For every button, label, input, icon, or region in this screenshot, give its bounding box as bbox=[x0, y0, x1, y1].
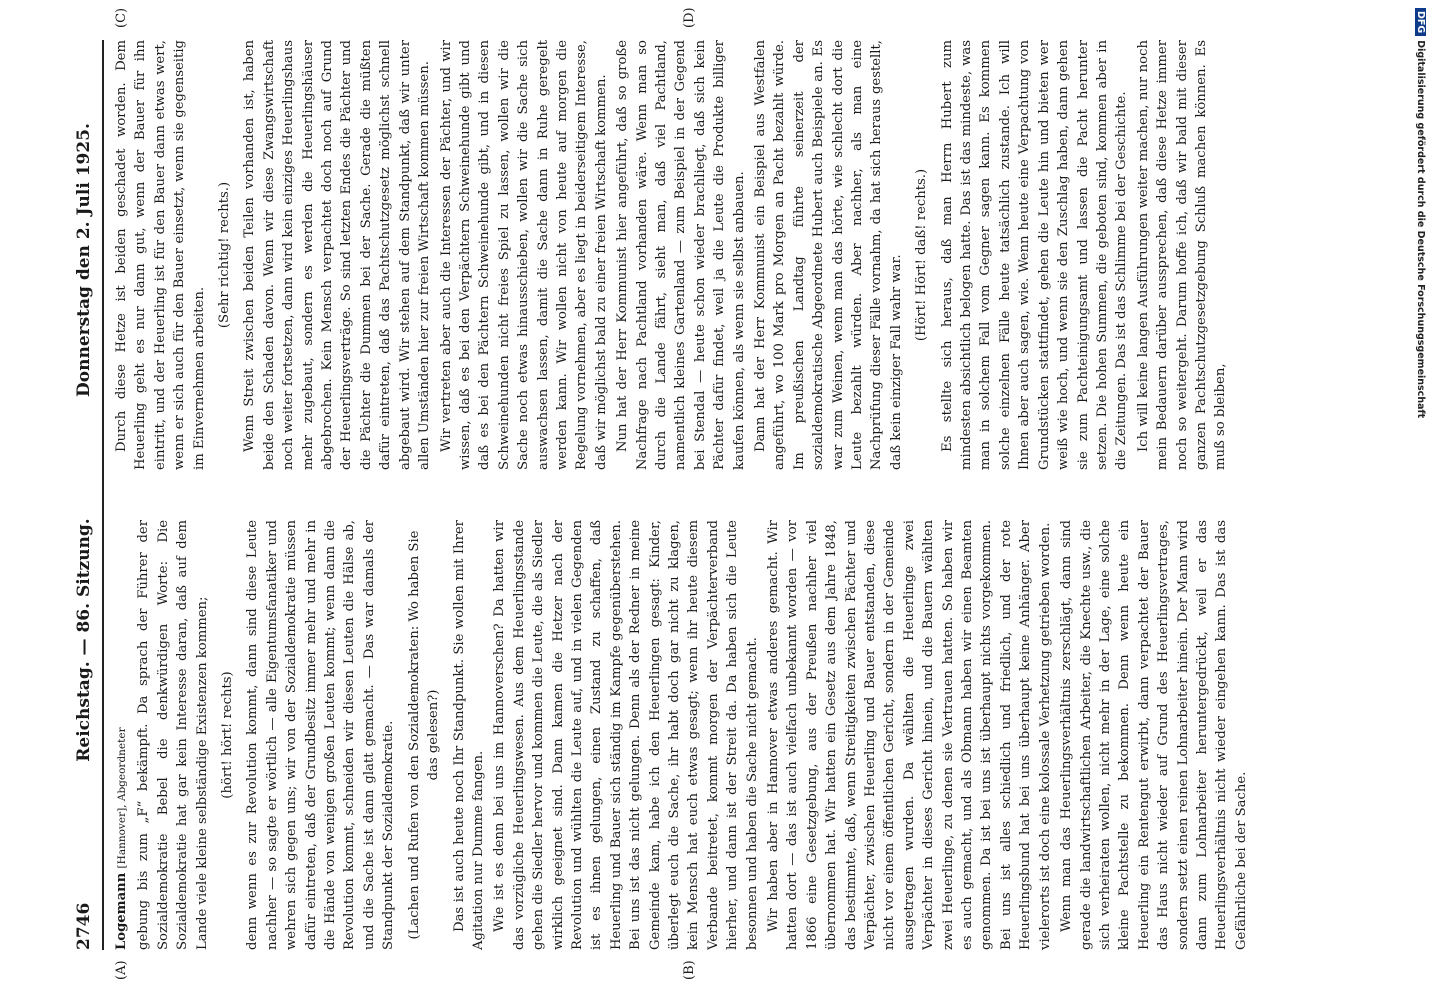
paragraph: gebung bis zum „F“ bekämpft. Da sprach der Führer der Sozialdemokratie Bebel die denkwürdigen Worte: Die Sozialdemokratie hat gar kein Interesse daran, daß auf dem Lande viele kleine selbständige Existenzen kommen; bbox=[136, 520, 210, 950]
session-title: Reichstag. — 86. Sitzung. bbox=[74, 518, 94, 762]
paragraph: Wir haben aber in Hannover etwas anderes gemacht. Wir hatten dort — das ist auch vielfach unbekannt worden — vor 1866 eine Gesetzgebung, aus der Preußen nachher viel übernommen hat. Wir hatten ein Gesetz aus dem Jahre 1848, das bestimmte, daß, wenn Streitigkeiten zwischen Pächter und Verpächter, zwischen Heuerling und Bauer entstanden, diese nicht vor einem öffentlichen Gericht, sondern in der Gemeinde ausgetragen wurden. Da wählten die Heuerlinge zwei Verpächter in dieses Gericht hinein, und die Bauern wählten zwei Heuerlinge, zu denen sie Vertrauen hatten. So haben wir es auch gemacht, und als Obmann haben wir einen Beamten genommen. Da ist bei uns ist überhaupt nichts vorgekommen. Bei uns ist alles schiedlich und friedlich, und der rote Heuerlingsbund hat bei uns überhaupt keine Anhänger. Aber vielerorts ist doch eine kolossale Verhetzung getrieben worden. bbox=[766, 520, 1053, 950]
paragraph: Das ist auch heute noch Ihr Standpunkt. Sie wollen mit Ihrer Agitation nur Dumme fangen. bbox=[451, 520, 486, 950]
speaker-name: Logemann bbox=[114, 872, 129, 950]
right-text-column bbox=[112, 40, 1352, 470]
paragraph: Es stellte sich heraus, daß man Herrn Hubert zum mindesten absichtlich belogen hatte. Das ist das mindeste, was man in solchem Fall vom Gegner sagen kann. Es kommen solche einzelnen Fälle heute tatsächlich zustande. Ich will Ihnen aber auch sagen, wie. Wenn heute eine Verpachtung von Grundstücken stattfindet, gehen die Leute hin und bieten wer weiß wie hoch, und wenn sie den Zuschlag haben, dann gehen sie zum Pachteinigungsamt und lassen die Pacht herunter setzen. Die hohen Summen, die geboten sind, kommen aber in die Zeitungen. Das ist das Schlimme bei der Geschichte. bbox=[939, 40, 1130, 470]
paragraph: Wenn man das Heuerlingsverhältnis zerschlägt, dann sind gerade die landwirtschaftlichen Arbeiter, die Knechte usw., die sich verheiraten wollen, nicht mehr in der Lage, eine solche kleine Pachtstelle zu bekommen. Denn wenn heute ein Heuerling ein Rentengut erwirbt, dann verpachtet der Bauer das Haus nicht wieder auf Grund des Heuerlingsvertrages, sondern setzt einen reinen Lohnarbeiter hinein. Der Mann wird dann zum Lohnarbeiter heruntergedrückt, weil er das Heuerlingsverhältnis nicht wieder eingehen kann. Das ist das Gefährliche bei der Sache. bbox=[1059, 520, 1249, 950]
watermark-text: Digitalisierung gefördert durch die Deutsche Forschungsgemeinschaft bbox=[1415, 40, 1426, 419]
dfg-watermark bbox=[1408, 8, 1430, 508]
page-header bbox=[72, 40, 102, 950]
paragraph: Nun hat der Herr Kommunist hier angeführt, daß so große Nachfrage nach Pachtland vorhanden wäre. Wenn man so durch die Lande fährt, sieht man, daß viel Pachtland, namentlich kleines Gartenland — zum Beispiel in der Gegend bei Stendal — heute schon wieder brachliegt, daß sich kein Pächter dafür findet, weil ja die Leute die Produkte billiger kaufen können, als wenn sie selbst anbauen. bbox=[615, 40, 747, 470]
margin-letter-b: (B) bbox=[682, 960, 697, 980]
paragraph: Durch diese Hetze ist beiden geschadet worden. Dem Heuerling geht es nur dann gut, wenn der Bauer für ihn eintritt, und der Heuerling ist für den Bauer dann etwas wert, wenn er sich auch für den Bauer einsetzt, wenn sie gegenseitig im Einvernehmen arbeiten. bbox=[114, 40, 207, 470]
margin-letter-d: (D) bbox=[682, 7, 697, 28]
paragraph: Wir vertreten aber auch die Interessen der Pächter, und wir wissen, daß es bei den Verpächtern Schweinehunde gibt und daß es bei den Pächtern Schweinehunde gibt, und in diesen Schweinehunden nicht freies Spiel zu lassen, wollen wir die Sache noch etwas hinausschieben, wollen wir die Sache sich auswachsen lassen, damit die Sache dann in Ruhe geregelt werden kann. Wir wollen nicht von heute auf morgen die Regelung vornehmen, aber es liegt in beiderseitigem Interesse, daß wir möglichst bald zu einer freien Wirtschaft kommen. bbox=[438, 40, 609, 470]
margin-letter-c: (C) bbox=[114, 7, 129, 28]
margin-letter-a: (A) bbox=[114, 960, 129, 980]
page-number: 2746 bbox=[74, 902, 94, 950]
interjection: (Sehr richtig! rechts.) bbox=[217, 181, 233, 329]
rotated-document-page bbox=[72, 7, 1362, 980]
session-date: Donnerstag den 2. Juli 1925. bbox=[74, 123, 94, 397]
paragraph: Ich will keine langen Ausführungen weiter machen, nur noch mein Bedauern darüber aussprechen, daß diese Hetze immer noch so weitergeht. Darum hoffe ich, daß wir bald mit dieser ganzen Pachtschutzgesetzgebung Schluß machen können. Es muß so bleiben, bbox=[1135, 40, 1229, 470]
paragraph: denn wenn es zur Revolution kommt, dann sind diese Leute nachher — so sagte er wörtlich — alle Eigentumsfanatiker und wehren sich gegen uns; wir von der Sozialdemokratie müssen dafür eintreten, daß der Grundbesitz immer mehr und mehr in die Hände von wenigen großen Leuten kommt; wenn dann die Revolution kommt, schneiden wir diesen Leuten die Hälse ab, und die Sache ist dann glatt gemacht. — Das war damals der Standpunkt der Sozialdemokratie. bbox=[245, 520, 397, 950]
speaker-line bbox=[112, 520, 132, 950]
paragraph: Wie ist es denn bei uns im Hannoverschen? Da hatten wir das vorzügliche Heuerlingswesen. Aus dem Heuerlingsstande gehen die Siedler hervor und kommen die Leute, die als Siedler wirklich geeignet sind. Dann kamen die Hetzer nach der Revolution und wühlten die Leute auf, und in vielen Gegenden ist es ihnen gelungen, einen Zustand zu schaffen, daß Heuerling und Bauer sich ständig im Kampfe gegenüberstehen. Bei uns ist das nicht gelungen. Denn als der Redner in meine Gemeinde kam, habe ich den Heuerlingen gesagt: Kinder, überlegt euch die Sache, ihr habt doch gar nicht zu klagen, kein Mensch hat euch etwas gesagt; wenn ihr heute diesem Verbande beitretet, kommt morgen der Verpächterverband hierher, und dann ist der Streit da. Da haben sich die Leute besonnen und haben die Sache nicht gemacht. bbox=[492, 520, 760, 950]
interjection: (Hört! Hört! daß! rechts.) bbox=[914, 168, 930, 342]
interjection: (Lachen und Rufen von den Sozialdemokraten: Wo haben Sie das gelesen?) bbox=[406, 530, 442, 940]
header-rule bbox=[102, 40, 104, 950]
paragraph: Dann hat der Herr Kommunist ein Beispiel aus Westfalen angeführt, wo 100 Mark pro Morgen an Pacht bezahlt würde. Im preußischen Landtag führte seinerzeit der sozialdemokratische Abgeordnete Hubert auch Beispiele an. Es war zum Weinen, wenn man das hörte, wie schlecht dort die Leute bezahlt würden. Aber nachher, als man eine Nachprüfung dieser Fälle vornahm, da hat sich heraus gestellt, daß kein einziger Fall wahr war. bbox=[753, 40, 904, 470]
interjection: (hört! hört! rechts) bbox=[220, 671, 236, 799]
left-text-column bbox=[112, 520, 1352, 950]
speaker-note: [Hannover], Abgeordneter bbox=[116, 727, 128, 869]
dfg-logo: DFG bbox=[1415, 8, 1426, 36]
paragraph: Wenn Streit zwischen beiden Teilen vorhanden ist, haben beide den Schaden davon. Wenn wir diese Zwangswirtschaft noch weiter fortsetzen, dann wird kein einziges Heuerlingshaus mehr zugebaut, sondern es werden die Heuerlingshäuser abgebrochen. Kein Mensch verpachtet doch noch auf Grund der Heuerlingsverträge. So sind letzten Endes die Pächter und die Pächter die Dummen bei der Sache. Gerade die müßten dafür eintreten, daß das Pachtschutzgesetz möglichst schnell abgebaut wird. Wir stehen auf dem Standpunkt, daß wir unter allen Umständen hier zur freien Wirtschaft kommen müssen. bbox=[242, 40, 433, 470]
